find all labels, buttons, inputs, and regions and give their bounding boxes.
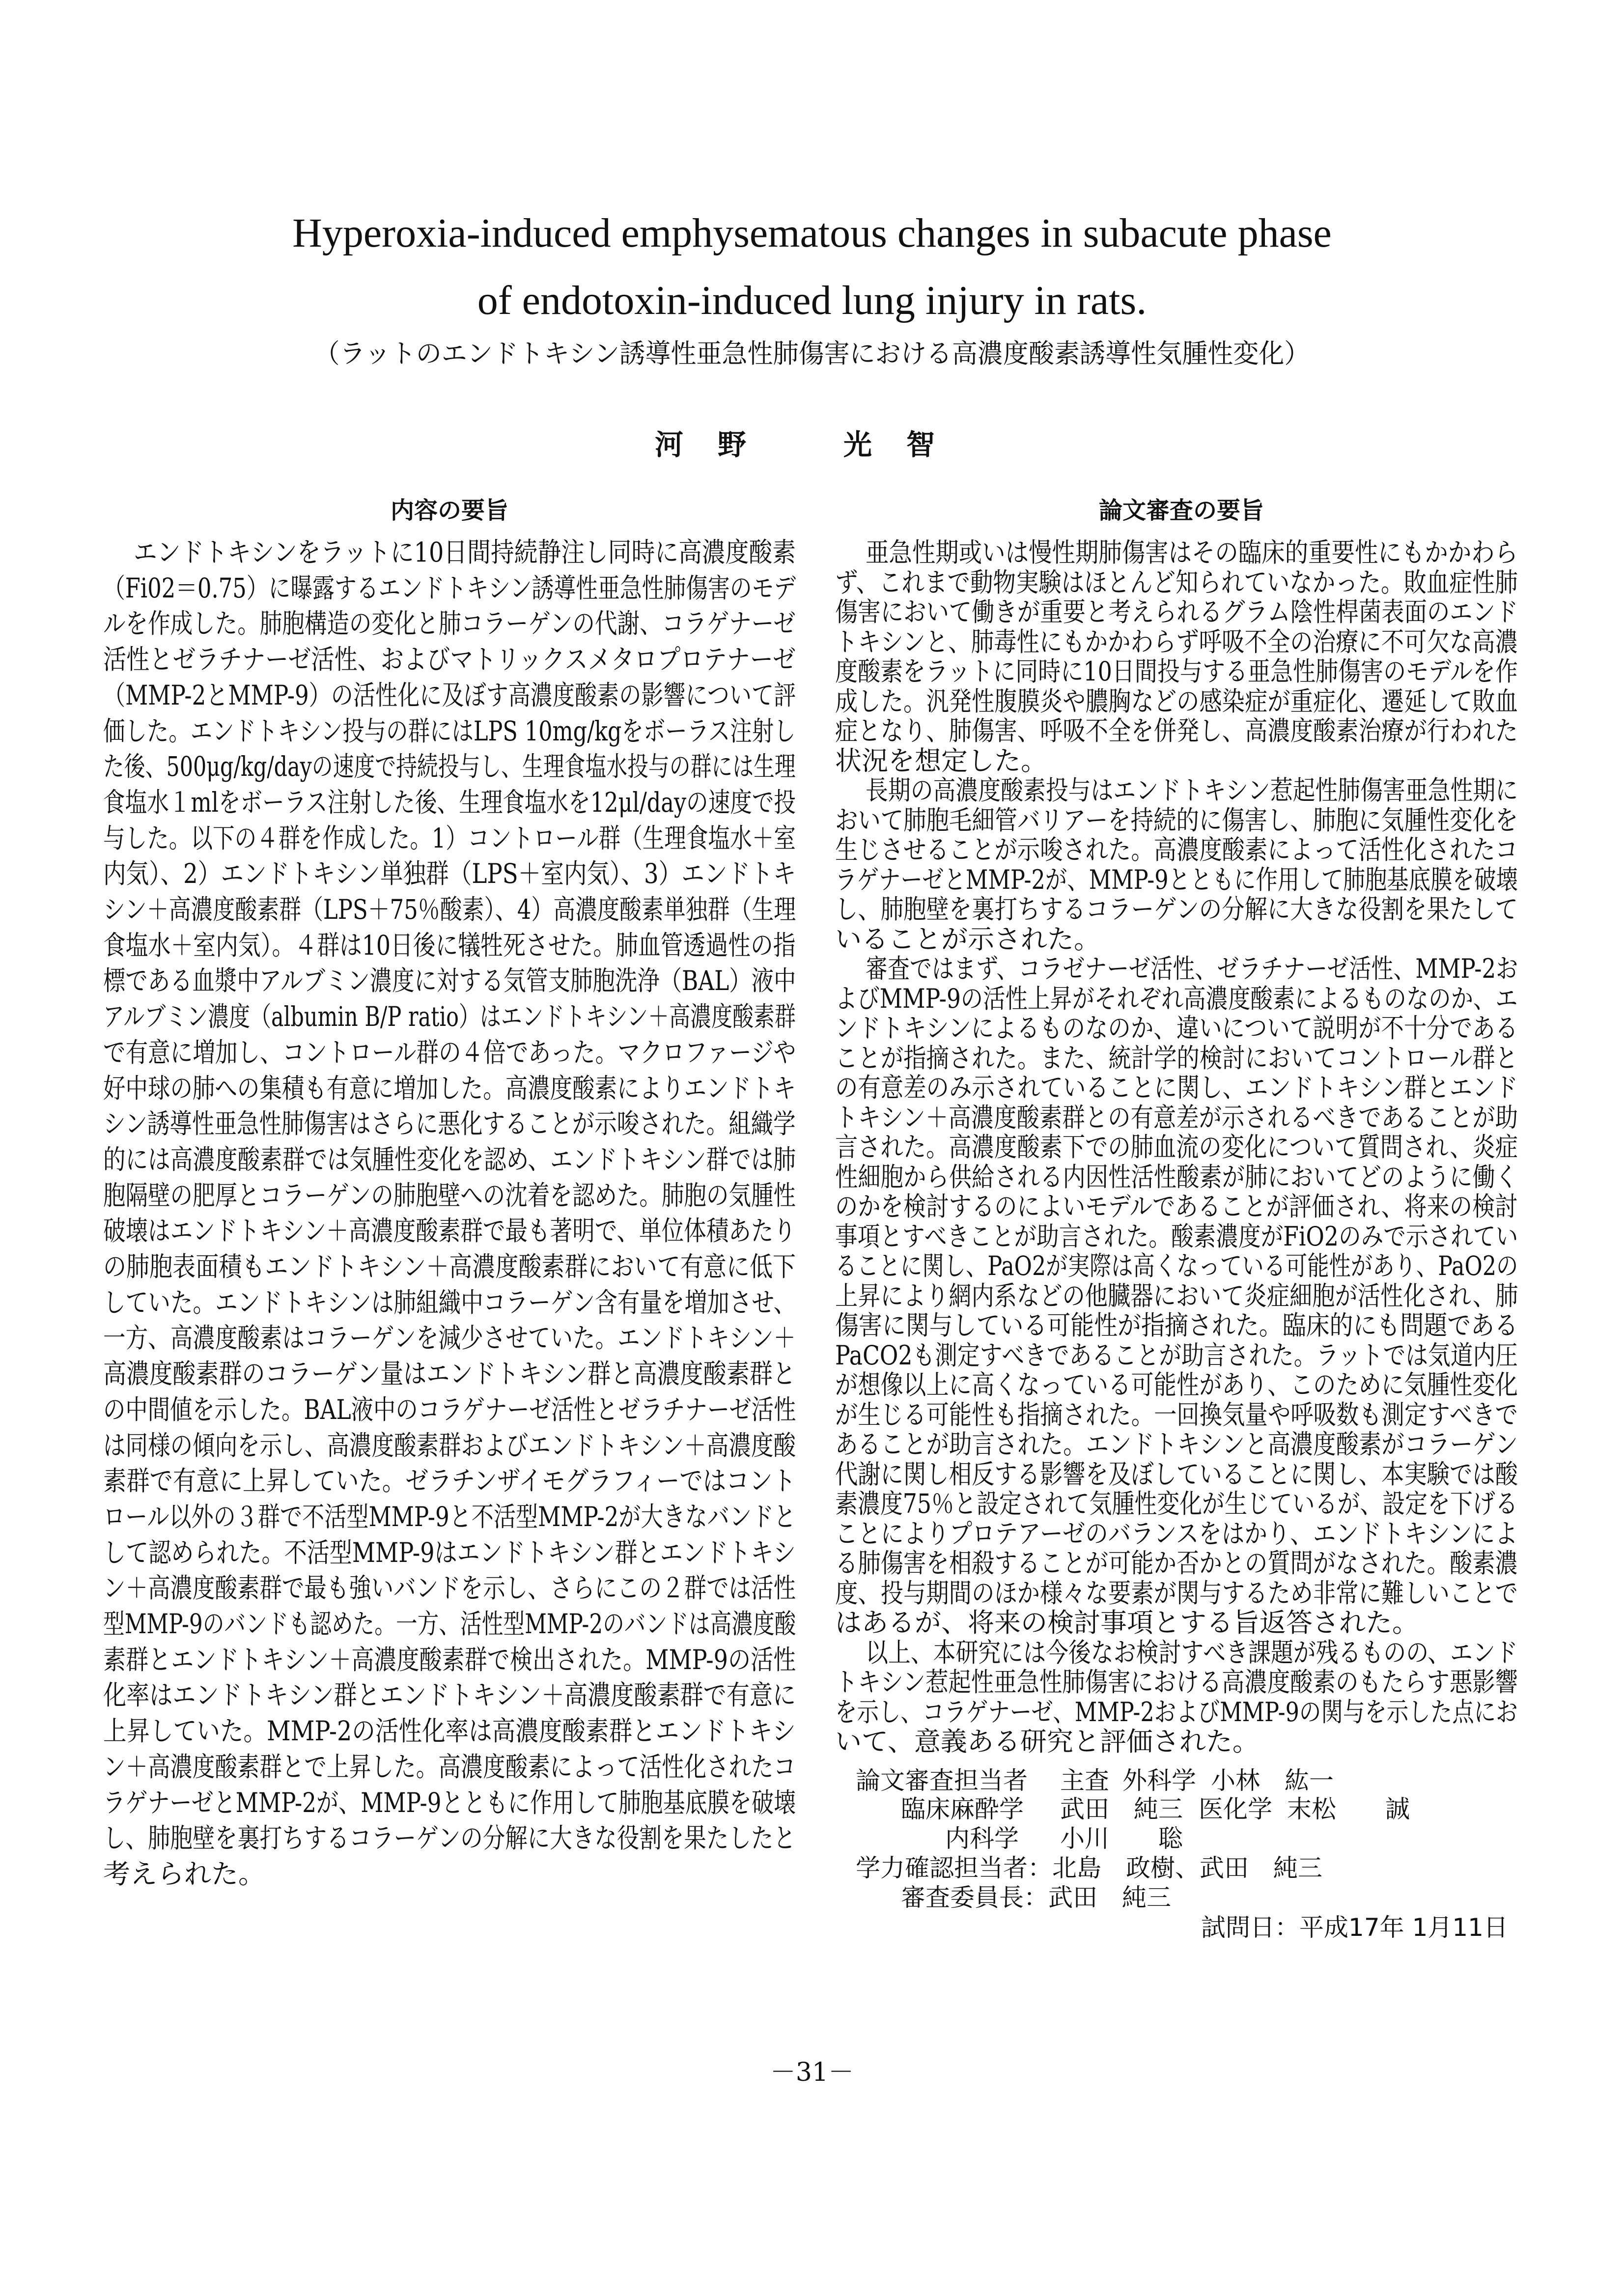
text-line: PaCO2も測定すべきであることが助言された。ラットでは気道内圧 [835,1339,1518,1371]
text-line: た後、500μg/kg/dayの速度で持続投与し、生理食塩水投与の群には生理 [103,751,796,783]
text-line: いることが示された。 [835,923,1100,955]
left-section-heading: 内容の要旨 [390,497,508,524]
text-line: 食塩水１mlをボーラス注射した後、生理食塩水を12μl/dayの速度で投 [103,786,796,818]
text-line: いて、意義ある研究と評価された。 [835,1726,1259,1757]
text-line: 事項とすべきことが助言された。酸素濃度がFiO2のみで示されてい [835,1220,1518,1252]
text-line: 標である血漿中アルブミン濃度に対する気管支肺胞洗浄（BAL）液中 [103,965,796,997]
text-line: ることに関し、PaO2が実際は高くなっている可能性があり、PaO2の [835,1250,1518,1281]
text-line: して認められた。不活型MMP-9はエンドトキシン群とエンドトキシ [103,1536,796,1568]
author-name: 河野 光智 [654,428,969,461]
text-line: トキシン＋高濃度酸素群との有意差が示されるべきであることが助 [835,1102,1518,1133]
text-line: ことが指摘された。また、統計学的検討においてコントロール群と [835,1042,1518,1074]
text-line: ン＋高濃度酸素群で最も強いバンドを示し、さらにこの２群では活性 [103,1572,796,1604]
right-section-heading: 論文審査の要旨 [1098,497,1264,524]
text-line: 胞隔壁の肥厚とコラーゲンの肺胞壁への沈着を認めた。肺胞の気腫性 [103,1179,796,1211]
title-ja: （ラットのエンドトキシン誘導性亜急性肺傷害における高濃度酸素誘導性気腫性変化） [314,338,1310,369]
text-line: 素群とエンドトキシン＋高濃度酸素群で検出された。MMP-9の活性 [103,1644,796,1675]
text-line: 性細胞から供給される内因性活性酸素が肺においてどのように働く [835,1161,1518,1192]
text-line: 高濃度酸素群のコラーゲン量はエンドトキシン群と高濃度酸素群と [103,1358,796,1390]
text-line: （Fi02＝0.75）に曝露するエンドトキシン誘導性亜急性肺傷害のモデ [103,572,796,604]
text-line: 破壊はエンドトキシン＋高濃度酸素群で最も著明で、単位体積あたり [103,1215,796,1247]
text-line: おいて肺胞毛細管バリアーを持続的に傷害し、肺胞に気腫性変化を [835,804,1518,836]
text-line: の中間値を示した。BAL液中のコラゲナーゼ活性とゼラチナーゼ活性 [103,1393,796,1425]
text-line: 成した。汎発性腹膜炎や膿胸などの感染症が重症化、遷延して敗血 [835,685,1518,717]
text-line: はあるが、将来の検討事項とする旨返答された。 [835,1607,1419,1638]
chief-dept: 外科学 [1122,1766,1196,1795]
title-en-line-1: Hyperoxia-induced emphysematous changes in subacute phase [292,210,1332,256]
text-line: あることが助言された。エンドトキシンと高濃度酸素がコラーゲン [835,1429,1518,1460]
text-line: 言された。高濃度酸素下での肺血流の変化について質問され、炎症 [835,1132,1518,1162]
chief-name: 小林 紘一 [1211,1766,1334,1795]
text-line: ロール以外の３群で不活型MMP-9と不活型MMP-2が大きなバンドと [103,1501,796,1532]
text-line: が生じる可能性も指摘された。一回換気量や呼吸数も測定すべきで [835,1399,1518,1430]
text-line: シン＋高濃度酸素群（LPS＋75％酸素）、4）高濃度酸素単独群（生理 [103,894,796,925]
reviewers-label: 論文審査担当者 [856,1766,1028,1795]
text-line: ンドトキシンによるものなのか、違いについて説明が不十分である [835,1013,1518,1044]
text-line: 与した。以下の４群を作成した。1）コントロール群（生理食塩水＋室 [103,822,796,854]
member1-dept: 臨床麻酔学 [901,1795,1024,1823]
text-line: トキシンと、肺毒性にもかかわらず呼吸不全の治療に不可欠な高濃 [835,626,1518,657]
text-line: アルブミン濃度（albumin B/P ratio）はエンドトキシン＋高濃度酸素群 [103,1001,796,1033]
text-line: は同様の傾向を示し、高濃度酸素群およびエンドトキシン＋高濃度酸 [103,1429,796,1461]
member3-name: 小川 聡 [1060,1824,1183,1853]
text-line: 一方、高濃度酸素はコラーゲンを減少させていた。エンドトキシン＋ [103,1322,796,1354]
member2-dept: 医化学 [1199,1795,1272,1823]
text-line: エンドトキシンをラットに10日間持続静注し同時に高濃度酸素 [134,537,796,568]
text-line: 度、投与期間のほか様々な要素が関与するため非常に難しいことで [835,1577,1518,1609]
text-line: し、肺胞壁を裏打ちするコラーゲンの分解に大きな役割を果たしたと [103,1822,796,1854]
text-line: 素群で有意に上昇していた。ゼラチンザイモグラフィーではコント [103,1465,796,1497]
text-line: ず、これまで動物実験はほとんど知られていなかった。敗血症性肺 [835,567,1518,598]
text-line: ラゲナーゼとMMP-2が、MMP-9とともに作用して肺胞基底膜を破壊 [103,1786,796,1818]
text-line: を示し、コラゲナーゼ、MMP-2およびMMP-9の関与を示した点にお [835,1696,1518,1728]
text-line: 以上、本研究には今後なお検討すべき課題が残るものの、エンド [866,1637,1518,1668]
text-line: ラゲナーゼとMMP-2が、MMP-9とともに作用して肺胞基底膜を破壊 [835,864,1518,895]
text-line: 度酸素をラットに同時に10日間投与する亜急性肺傷害のモデルを作 [835,656,1518,687]
text-line: 傷害に関与している可能性が指摘された。臨床的にも問題である [835,1310,1518,1341]
text-line: のかを検討するのによいモデルであることが評価され、将来の検討 [835,1191,1518,1222]
member1-name: 武田 純三 [1060,1795,1183,1823]
text-line: 化率はエンドトキシン群とエンドトキシン＋高濃度酸素群で有意に [103,1679,796,1711]
text-line: ルを作成した。肺胞構造の変化と肺コラーゲンの代謝、コラゲナーゼ [103,608,796,640]
text-line: 症となり、肺傷害、呼吸不全を併発し、高濃度酸素治療が行われた [835,715,1518,746]
committee-chair: 審査委員長：武田 純三 [901,1883,1171,1912]
text-line: 代謝に関し相反する影響を及ぼしていることに関し、本実験では酸 [835,1458,1518,1490]
text-line: が想像以上に高くなっている可能性があり、このために気腫性変化 [835,1369,1518,1400]
text-line: 上昇により網内系などの他臓器において炎症細胞が活性化され、肺 [835,1280,1518,1311]
page-number: －31－ [770,2058,854,2087]
text-line: の有意差のみ示されていることに関し、エンドトキシン群とエンド [835,1072,1518,1103]
exam-date: 試問日：平成17年 1月11日 [1201,1913,1508,1942]
text-line: の肺胞表面積もエンドトキシン＋高濃度酸素群において有意に低下 [103,1251,796,1282]
text-line: 価した。エンドトキシン投与の群にはLPS 10mg/kgをボーラス注射し [103,715,796,747]
text-line: 型MMP-9のバンドも認めた。一方、活性型MMP-2のバンドは高濃度酸 [103,1608,796,1640]
text-line: 審査ではまず、コラゼナーゼ活性、ゼラチナーゼ活性、MMP-2お [866,953,1518,984]
text-line: トキシン惹起性亜急性肺傷害における高濃度酸素のもたらす悪影響 [835,1667,1518,1698]
text-line: で有意に増加し、コントロール群の４倍であった。マクロファージや [103,1036,796,1068]
text-line: 亜急性期或いは慢性期肺傷害はその臨床的重要性にもかかわら [866,537,1518,568]
text-line: 傷害において働きが重要と考えられるグラム陰性桿菌表面のエンド [835,596,1518,627]
text-line: 活性とゼラチナーゼ活性、およびマトリックスメタロプロテナーゼ [103,644,796,676]
text-line: 生じさせることが示唆された。高濃度酸素によって活性化されたコ [835,834,1518,865]
text-line: 上昇していた。MMP-2の活性化率は高濃度酸素群とエンドトキシ [103,1715,796,1747]
text-line: 好中球の肺への集積も有意に増加した。高濃度酸素によりエンドトキ [103,1072,796,1104]
text-line: よびMMP-9の活性上昇がそれぞれ高濃度酸素によるものなのか、エ [835,983,1518,1014]
text-line: 素濃度75％と設定されて気腫性変化が生じているが、設定を下げる [835,1488,1518,1519]
text-line: 考えられた。 [103,1858,266,1890]
member2-name: 末松 誠 [1287,1795,1410,1823]
text-line: 食塩水＋室内気）。４群は10日後に犠牲死させた。肺血管透過性の指 [103,929,796,961]
member3-dept: 内科学 [945,1824,1019,1853]
text-line: 内気）、2）エンドトキシン単独群（LPS＋室内気）、3）エンドトキ [103,858,796,890]
text-line: 的には高濃度酸素群では気腫性変化を認め、エンドトキシン群では肺 [103,1143,796,1175]
text-line: シン誘導性亜急性肺傷害はさらに悪化することが示唆された。組織学 [103,1108,796,1140]
text-line: （MMP-2とMMP-9）の活性化に及ぼす高濃度酸素の影響について評 [103,679,796,711]
text-line: ことによりプロテアーゼのバランスをはかり、エンドトキシンによ [835,1518,1518,1549]
chief-label: 主査 [1060,1766,1109,1795]
text-line: し、肺胞壁を裏打ちするコラーゲンの分解に大きな役割を果たして [835,894,1518,925]
text-line: る肺傷害を相殺することが可能か否かとの質問がなされた。酸素濃 [835,1548,1518,1579]
text-line: していた。エンドトキシンは肺組織中コラーゲン含有量を増加させ、 [103,1286,796,1318]
text-line: 状況を想定した。 [835,745,1047,776]
text-line: ン＋高濃度酸素群とで上昇した。高濃度酸素によって活性化されたコ [103,1751,796,1783]
ability-examiners: 学力確認担当者：北島 政樹、武田 純三 [856,1854,1322,1882]
text-line: 長期の高濃度酸素投与はエンドトキシン惹起性肺傷害亜急性期に [866,775,1518,806]
title-en-line-2: of endotoxin-induced lung injury in rats. [477,278,1147,323]
